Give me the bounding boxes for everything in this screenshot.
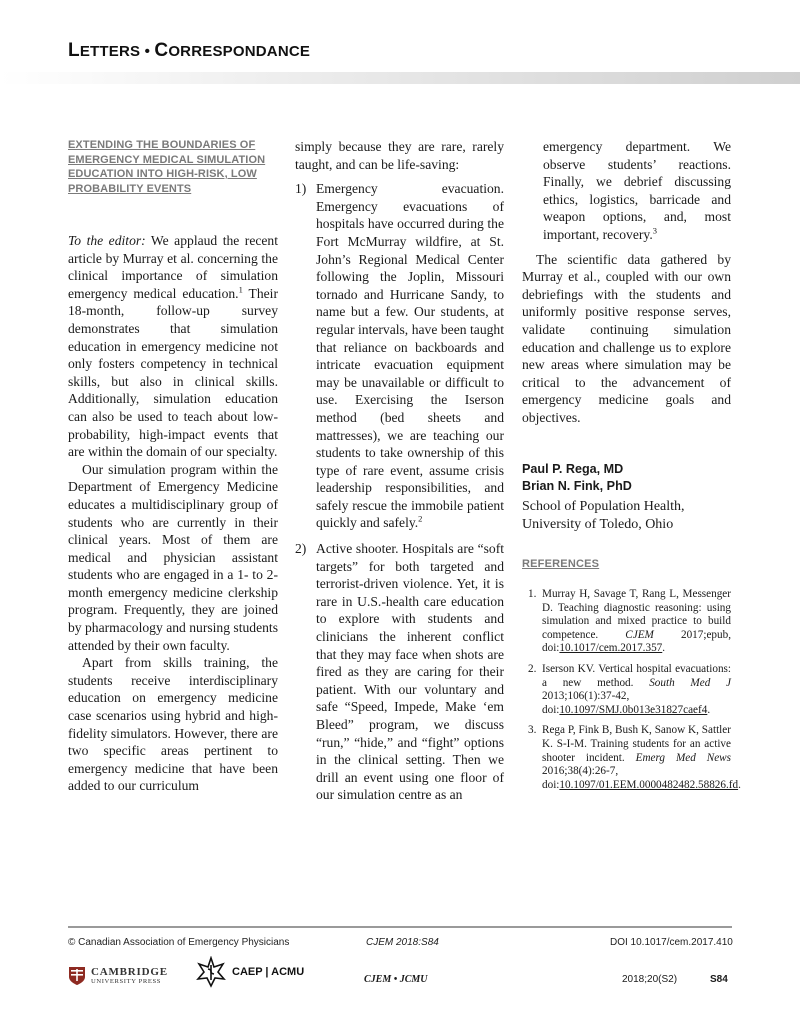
column-3 [522, 138, 741, 799]
caep-star-of-life-icon [194, 956, 228, 988]
list-item-1-text: Emergency evacuation. Emergency evacuations of hospitals have occurred during the Fort McMurray wildfire, at St. John’s Regional Medical Center following the Joplin, Missouri tornado and Hurricane Sandy, to name but a few. Our students, at regular intervals, have been taught that reliance on backboards and intricate evacuation equipment may be unavailable or difficult to use. Exercising the Iserson method (bed sheets and mattresses), we are teaching our students to take ownership of this type of rare event, assume crisis leadership responsibilities, and safely rescue the immobile patient quickly and safely. [316, 181, 504, 531]
reference-end: . [738, 778, 741, 791]
paragraph-3-continued: simply because they are rare, rarely taught, and can be life-saving: [295, 139, 504, 172]
reference-number: 3. [528, 724, 537, 737]
reference-item [522, 588, 731, 656]
reference-text: Rega P, Fink B, Bush K, Sanow K, Sattler K. S-I-M. Training students for an active shooter incident. [542, 724, 731, 764]
reference-doi-link[interactable]: 10.1097/SMJ.0b013e31827caef4 [559, 703, 708, 716]
column-1 [68, 138, 278, 795]
footer-doi: DOI 10.1017/cem.2017.410 [610, 937, 733, 948]
section-header [68, 40, 310, 62]
paragraph-4: The scientific data gathered by Murray et al., coupled with our own debriefings with the students and uniformly positive response serves, validate continuing simulation education and challenge us to explore new areas where simulation may be critical to the advancement of emergency medicine goals and objectives. [522, 251, 731, 425]
list-item-1 [295, 180, 504, 532]
section-2-rest: ORRESPONDANCE [168, 43, 311, 60]
reference-journal: South Med J [649, 676, 731, 689]
references-heading: REFERENCES [522, 557, 600, 570]
header-gradient-rule [0, 72, 800, 84]
paragraph-3: Apart from skills training, the students receive interdisciplinary education on emergency medicine case scenarios using hybrid and high-fidelity simulators. However, there are two specific areas pertinent to emergency medicine that have been added to our curriculum [68, 655, 278, 794]
reference-details: 2016;38(4):26-7, doi: [542, 765, 619, 791]
footer-journal: CJEM • JCMU [364, 974, 428, 985]
reference-number: 2. [528, 663, 537, 676]
list-item-2-text-continued: emergency department. We observe students’ reactions. Finally, we debrief discussing ethics, logistics, barricade and weapon options, and, most important, recovery. [543, 139, 731, 242]
cambridge-shield-icon [68, 966, 86, 986]
section-1-rest: ETTERS [79, 43, 141, 60]
reference-end: . [662, 642, 666, 655]
list-item-1-number: 1) [295, 181, 307, 197]
paragraph-1-end: Their 18-month, follow-up survey demonstrates that simulation education in emergency medicine not only fosters competency in technical skills, but also in clinical skills. Additionally, simulation education can also be used to teach about low-probability, high-impact events that are within the domain of our specialty. [68, 285, 278, 460]
affiliation-line-1: School of Population Health, [522, 498, 685, 514]
cambridge-subtitle: UNIVERSITY PRESS [91, 977, 161, 985]
reference-doi-link[interactable]: 10.1097/01.EEM.0000482482.58826.fd [559, 778, 739, 791]
column-2 [295, 138, 504, 812]
list-item-2 [295, 540, 504, 804]
paragraph-1 [68, 232, 278, 461]
footer-page-number: S84 [710, 974, 728, 985]
reference-item [522, 663, 731, 717]
reference-text: Iserson KV. Vertical hospital evacuations: a new method. [542, 663, 731, 689]
ref-marker-3: 3 [652, 225, 657, 236]
reference-end: . [707, 703, 711, 716]
salutation: To the editor: [68, 233, 146, 248]
ref-marker-1: 1 [238, 284, 243, 295]
reference-item [522, 724, 741, 792]
section-2-initial: C [154, 40, 169, 61]
reference-number: 1. [528, 588, 537, 601]
author-block [522, 461, 731, 496]
author-2: Brian N. Fink, PhD [522, 479, 632, 493]
footer-volume: 2018;20(S2) [622, 974, 678, 985]
reference-journal: CJEM [625, 628, 654, 641]
paragraph-2: Our simulation program within the Department of Emergency Medicine educates a multidisciplinary group of students who are currently in their clinical years. Most of them are medical and physician assistant students who are engaged in a 1- to 2-month emergency medicine clerkship program. Frequently, they are joined by pharmacology and nursing students attended by their own faculty. [68, 461, 278, 653]
section-1-initial: L [68, 40, 80, 61]
author-1: Paul P. Rega, MD [522, 461, 624, 476]
list-item-2-continued [522, 138, 731, 244]
cambridge-logo [68, 966, 168, 986]
article-title: EXTENDING THE BOUNDARIES OF EMERGENCY MEDICAL SIMULATION EDUCATION INTO HIGH-RISK, LOW PROBABILITY EVENTS [68, 139, 266, 195]
numbered-list [295, 180, 504, 804]
affiliation-line-2: University of Toledo, Ohio [522, 516, 674, 532]
section-bullet: • [144, 43, 151, 60]
reference-details: 2017;epub, doi: [542, 628, 731, 655]
paragraph-1-text: We applaud the recent article by Murray et al. concerning the clinical importance of simulation emergency medical education. [68, 233, 278, 301]
reference-doi-link[interactable]: 10.1017/cem.2017.357 [559, 642, 663, 655]
list-item-2-text: Active shooter. Hospitals are “soft targets” for both targeted and terrorist-driven violence. Yet, it is rare in U.S.-health care education to explore with students and clinicians the inherent conflict that they may face when shots are fired as they are caring for their patient. With our voluntary and safe “Speed, Impede, Make ‘em Bleed” program, we discuss “run,” “hide,” and “fight” options in the clinical setting. Then we drill an event using one floor of our simulation centre as an [316, 541, 504, 803]
reference-details: 2013;106(1):37-42, doi: [542, 690, 630, 716]
caep-logo [194, 956, 304, 988]
footer-copyright: © Canadian Association of Emergency Physicians [68, 937, 290, 948]
cambridge-wordmark: CAMBRIDGE [91, 965, 168, 978]
list-item-2-number: 2) [295, 541, 307, 557]
reference-journal: Emerg Med News [635, 751, 731, 764]
caep-acmu-text: CAEP | ACMU [232, 966, 305, 978]
footer-citation: CJEM 2018:S84 [366, 937, 439, 948]
affiliation [522, 498, 731, 534]
references-list [522, 588, 741, 792]
ref-marker-2: 2 [418, 513, 423, 524]
reference-text: Murray H, Savage T, Rang L, Messenger D. Teaching diagnostic reasoning: using simulation and mixed practice to build competence. [542, 588, 731, 641]
footer-rule [68, 926, 732, 928]
